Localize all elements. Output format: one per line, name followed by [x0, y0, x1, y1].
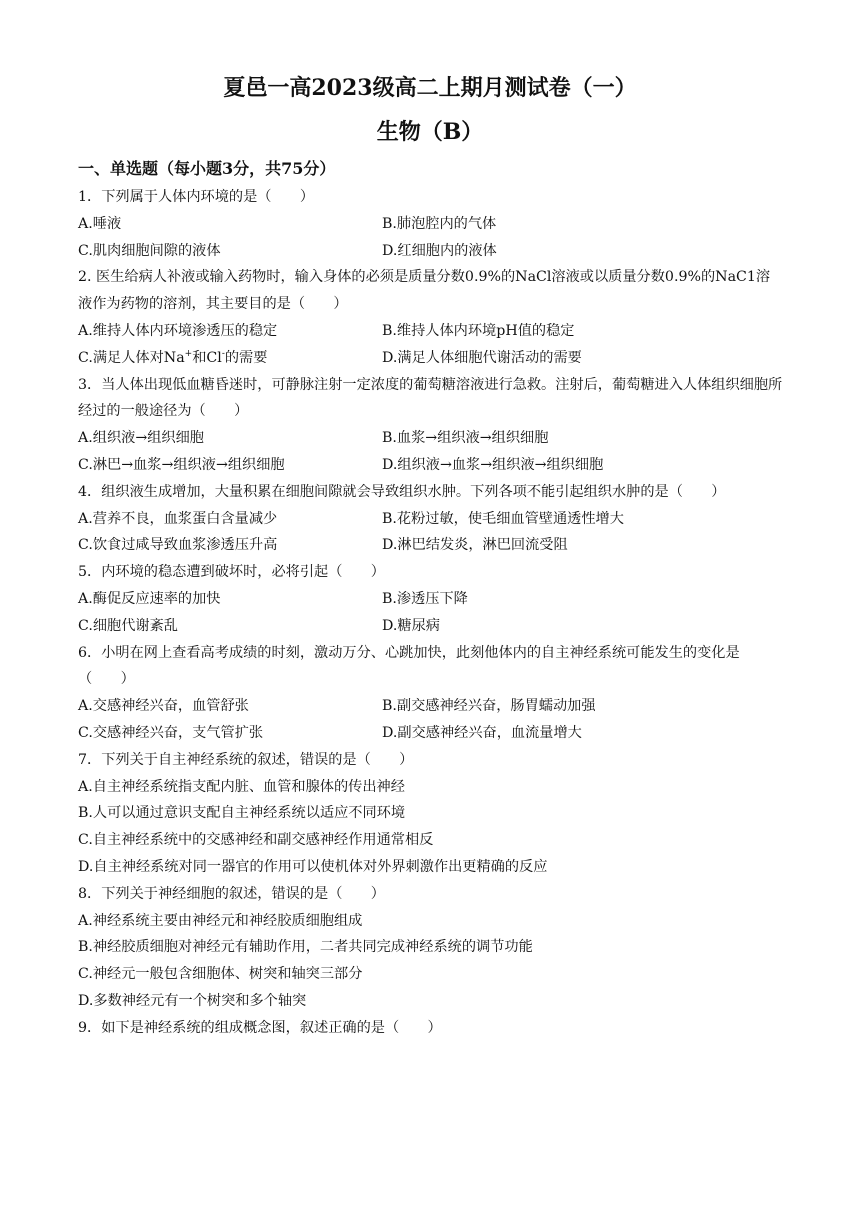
- option-b: B.神经胶质细胞对神经元有辅助作用，二者共同完成神经系统的调节功能: [78, 939, 533, 956]
- option-c-text-3: 的需要: [224, 349, 268, 366]
- option-grid: [78, 586, 784, 640]
- option-grid: [78, 693, 784, 747]
- option-a: A.神经系统主要由神经元和神经胶质细胞组成: [78, 912, 363, 929]
- option-b: B.肺泡腔内的气体: [382, 215, 497, 232]
- option-c: C.交感神经兴奋，支气管扩张: [78, 724, 264, 741]
- question-3: [78, 372, 784, 479]
- option-b: B.人可以通过意识支配自主神经系统以适应不同环境: [78, 805, 406, 822]
- sodium-charge: +: [184, 348, 193, 359]
- option-c-text-1: C.满足人体对Na: [78, 349, 185, 366]
- option-grid: [78, 211, 784, 265]
- option-a: A.自主神经系统指支配内脏、血管和腺体的传出神经: [78, 778, 405, 795]
- question-stem: 4．组织液生成增加，大量积累在细胞间隙就会导致组织水肿。下列各项不能引起组织水肿的是（ ）: [78, 483, 726, 500]
- question-stem: 5．内环境的稳态遭到破坏时，必将引起（ ）: [78, 564, 385, 581]
- question-7: [78, 747, 784, 881]
- option-d: D.副交感神经兴奋，血流量增大: [382, 724, 582, 741]
- question-stem: 2. 医生给病人补液或输入药物时，输入身体的必须是质量分数0.9%的NaCl溶液或以质量分数0.9%的NaC1溶液作为药物的溶剂，其主要目的是（ ）: [78, 269, 771, 313]
- question-2: [78, 264, 784, 371]
- option-a: A.唾液: [78, 215, 122, 232]
- option-grid: [78, 318, 784, 372]
- option-d: D.红细胞内的液体: [382, 242, 497, 259]
- question-stem: 8．下列关于神经细胞的叙述，错误的是（ ）: [78, 885, 385, 902]
- option-b: B.副交感神经兴奋，肠胃蠕动加强: [382, 698, 596, 715]
- option-c: C.淋巴→血浆→组织液→组织细胞: [78, 456, 285, 473]
- question-9: [78, 1015, 784, 1042]
- option-b: B.血浆→组织液→组织细胞: [382, 430, 549, 447]
- exam-title: 夏邑一高2023级高二上期月测试卷（一）: [223, 75, 637, 101]
- option-d: D.糖尿病: [382, 617, 440, 634]
- option-a: A.组织液→组织细胞: [78, 430, 204, 447]
- option-c: C.神经元一般包含细胞体、树突和轴突三部分: [78, 966, 363, 983]
- option-a: A.交感神经兴奋，血管舒张: [78, 698, 249, 715]
- option-d: D.满足人体细胞代谢活动的需要: [382, 349, 582, 366]
- option-d: D.淋巴结发炎，淋巴回流受阻: [382, 537, 568, 554]
- option-d: D.组织液→血浆→组织液→组织细胞: [382, 456, 604, 473]
- option-b: B.花粉过敏，使毛细血管壁通透性增大: [382, 510, 624, 527]
- option-c: C.自主神经系统中的交感神经和副交感神经作用通常相反: [78, 832, 434, 849]
- option-a: A.酶促反应速率的加快: [78, 590, 221, 607]
- option-grid: [78, 506, 784, 560]
- question-6: [78, 640, 784, 747]
- question-stem: 9．如下是神经系统的组成概念图，叙述正确的是（ ）: [78, 1019, 442, 1036]
- option-b: B.渗透压下降: [382, 590, 468, 607]
- option-b: B.维持人体内环境pH值的稳定: [382, 322, 575, 339]
- option-c: C.肌肉细胞间隙的液体: [78, 242, 221, 259]
- question-stem: 6．小明在网上查看高考成绩的时刻，激动万分、心跳加快，此刻他体内的自主神经系统可能发生的变化是（ ）: [78, 644, 740, 688]
- question-8: [78, 881, 784, 1015]
- section-heading: 一、单选题（每小题3分，共75分）: [78, 159, 336, 178]
- option-c: C.饮食过咸导致血浆渗透压升高: [78, 537, 278, 554]
- option-d: D.多数神经元有一个树突和多个轴突: [78, 992, 307, 1009]
- exam-subtitle: 生物（B）: [376, 119, 484, 145]
- question-5: [78, 559, 784, 639]
- question-1: [78, 184, 784, 264]
- option-a: A.营养不良，血浆蛋白含量减少: [78, 510, 278, 527]
- question-list: [78, 184, 784, 1042]
- question-4: [78, 479, 784, 559]
- option-grid: [78, 425, 784, 479]
- question-stem: 1．下列属于人体内环境的是（ ）: [78, 189, 315, 205]
- option-c: [78, 345, 382, 372]
- option-d: D.自主神经系统对同一器官的作用可以使机体对外界刺激作出更精确的反应: [78, 858, 548, 875]
- option-c: C.细胞代谢紊乱: [78, 617, 178, 634]
- option-a: A.维持人体内环境渗透压的稳定: [78, 322, 278, 339]
- question-stem: 7．下列关于自主神经系统的叙述，错误的是（ ）: [78, 751, 414, 768]
- option-c-text-2: 和Cl: [192, 349, 222, 366]
- chloride-charge: -: [221, 348, 225, 359]
- question-stem: 3．当人体出现低血糖昏迷时，可静脉注射一定浓度的葡萄糖溶液进行急救。注射后，葡萄糖进入人体组织细胞所经过的一般途径为（ ）: [78, 376, 783, 420]
